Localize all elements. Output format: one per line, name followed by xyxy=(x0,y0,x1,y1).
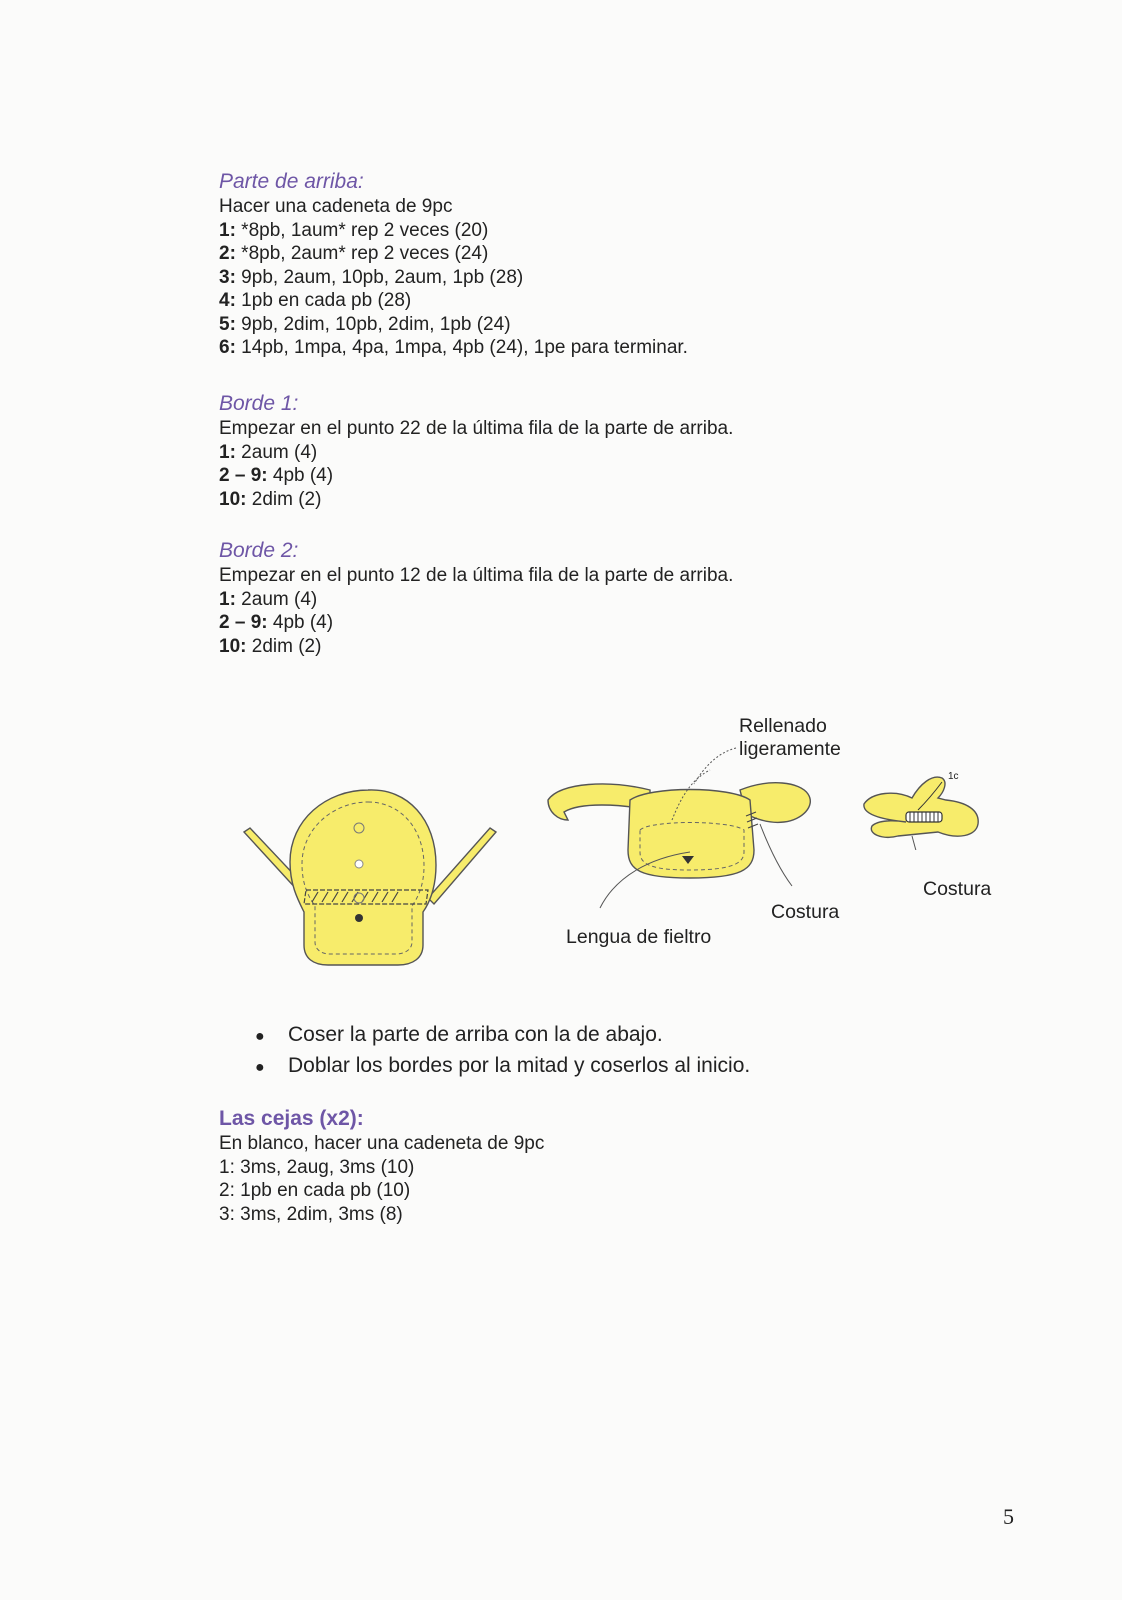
cejas-section xyxy=(219,1107,544,1226)
cejas-intro: En blanco, hacer una cadeneta de 9pc xyxy=(219,1133,545,1154)
pattern-row: 1: 3ms, 2aug, 3ms (10) xyxy=(219,1156,415,1178)
label-costura-right: Costura xyxy=(923,878,992,900)
list-item: ● Doblar los bordes por la mitad y coserlos al inicio. xyxy=(255,1051,750,1082)
pattern-row: 3: 3ms, 2dim, 3ms (8) xyxy=(219,1203,403,1225)
parte-arriba-section xyxy=(219,170,688,360)
pattern-row: 2: *8pb, 2aum* rep 2 veces (24) xyxy=(219,243,489,264)
top-piece-illustration xyxy=(238,780,498,970)
pattern-row: 4: 1pb en cada pb (28) xyxy=(219,290,412,311)
parte-arriba-heading: Parte de arriba: xyxy=(219,170,364,193)
borde2-intro: Empezar en el punto 12 de la última fila de la parte de arriba. xyxy=(219,565,734,586)
borde1-section xyxy=(219,392,733,511)
instruction-list xyxy=(255,1020,750,1082)
bullet-icon: ● xyxy=(255,1059,265,1076)
parte-arriba-intro: Hacer una cadeneta de 9pc xyxy=(219,196,453,217)
pattern-row: 6: 14pb, 1mpa, 4pa, 1mpa, 4pb (24), 1pe para terminar. xyxy=(219,337,688,358)
borde2-heading: Borde 2: xyxy=(219,539,299,562)
pattern-row: 1: *8pb, 1aum* rep 2 veces (20) xyxy=(219,219,489,241)
pattern-row: 1: 2aum (4) xyxy=(219,588,318,610)
borde2-section xyxy=(219,539,733,658)
label-costura-middle: Costura xyxy=(771,901,840,923)
pattern-row: 3: 9pb, 2aum, 10pb, 2aum, 1pb (28) xyxy=(219,266,524,288)
pattern-row: 2: 1pb en cada pb (10) xyxy=(219,1180,411,1201)
pattern-row: 2 – 9: 4pb (4) xyxy=(219,612,334,633)
borde1-heading: Borde 1: xyxy=(219,392,299,415)
cejas-heading: Las cejas (x2): xyxy=(219,1107,364,1130)
bullet-icon: ● xyxy=(255,1028,265,1045)
right-piece-illustration xyxy=(858,770,988,850)
label-rellenado: Rellenado xyxy=(739,715,827,737)
page-number: 5 xyxy=(1003,1504,1014,1529)
list-item: ● Coser la parte de arriba con la de abajo. xyxy=(255,1020,750,1051)
pattern-row: 10: 2dim (2) xyxy=(219,635,322,657)
label-ligeramente: ligeramente xyxy=(739,738,841,760)
pattern-row: 10: 2dim (2) xyxy=(219,488,322,510)
label-1c: 1c xyxy=(948,771,959,782)
pattern-row: 2 – 9: 4pb (4) xyxy=(219,465,334,486)
pattern-row: 1: 2aum (4) xyxy=(219,441,318,463)
label-lengua: Lengua de fieltro xyxy=(566,926,712,948)
pattern-row: 5: 9pb, 2dim, 10pb, 2dim, 1pb (24) xyxy=(219,313,511,335)
borde1-intro: Empezar en el punto 22 de la última fila de la parte de arriba. xyxy=(219,418,734,439)
